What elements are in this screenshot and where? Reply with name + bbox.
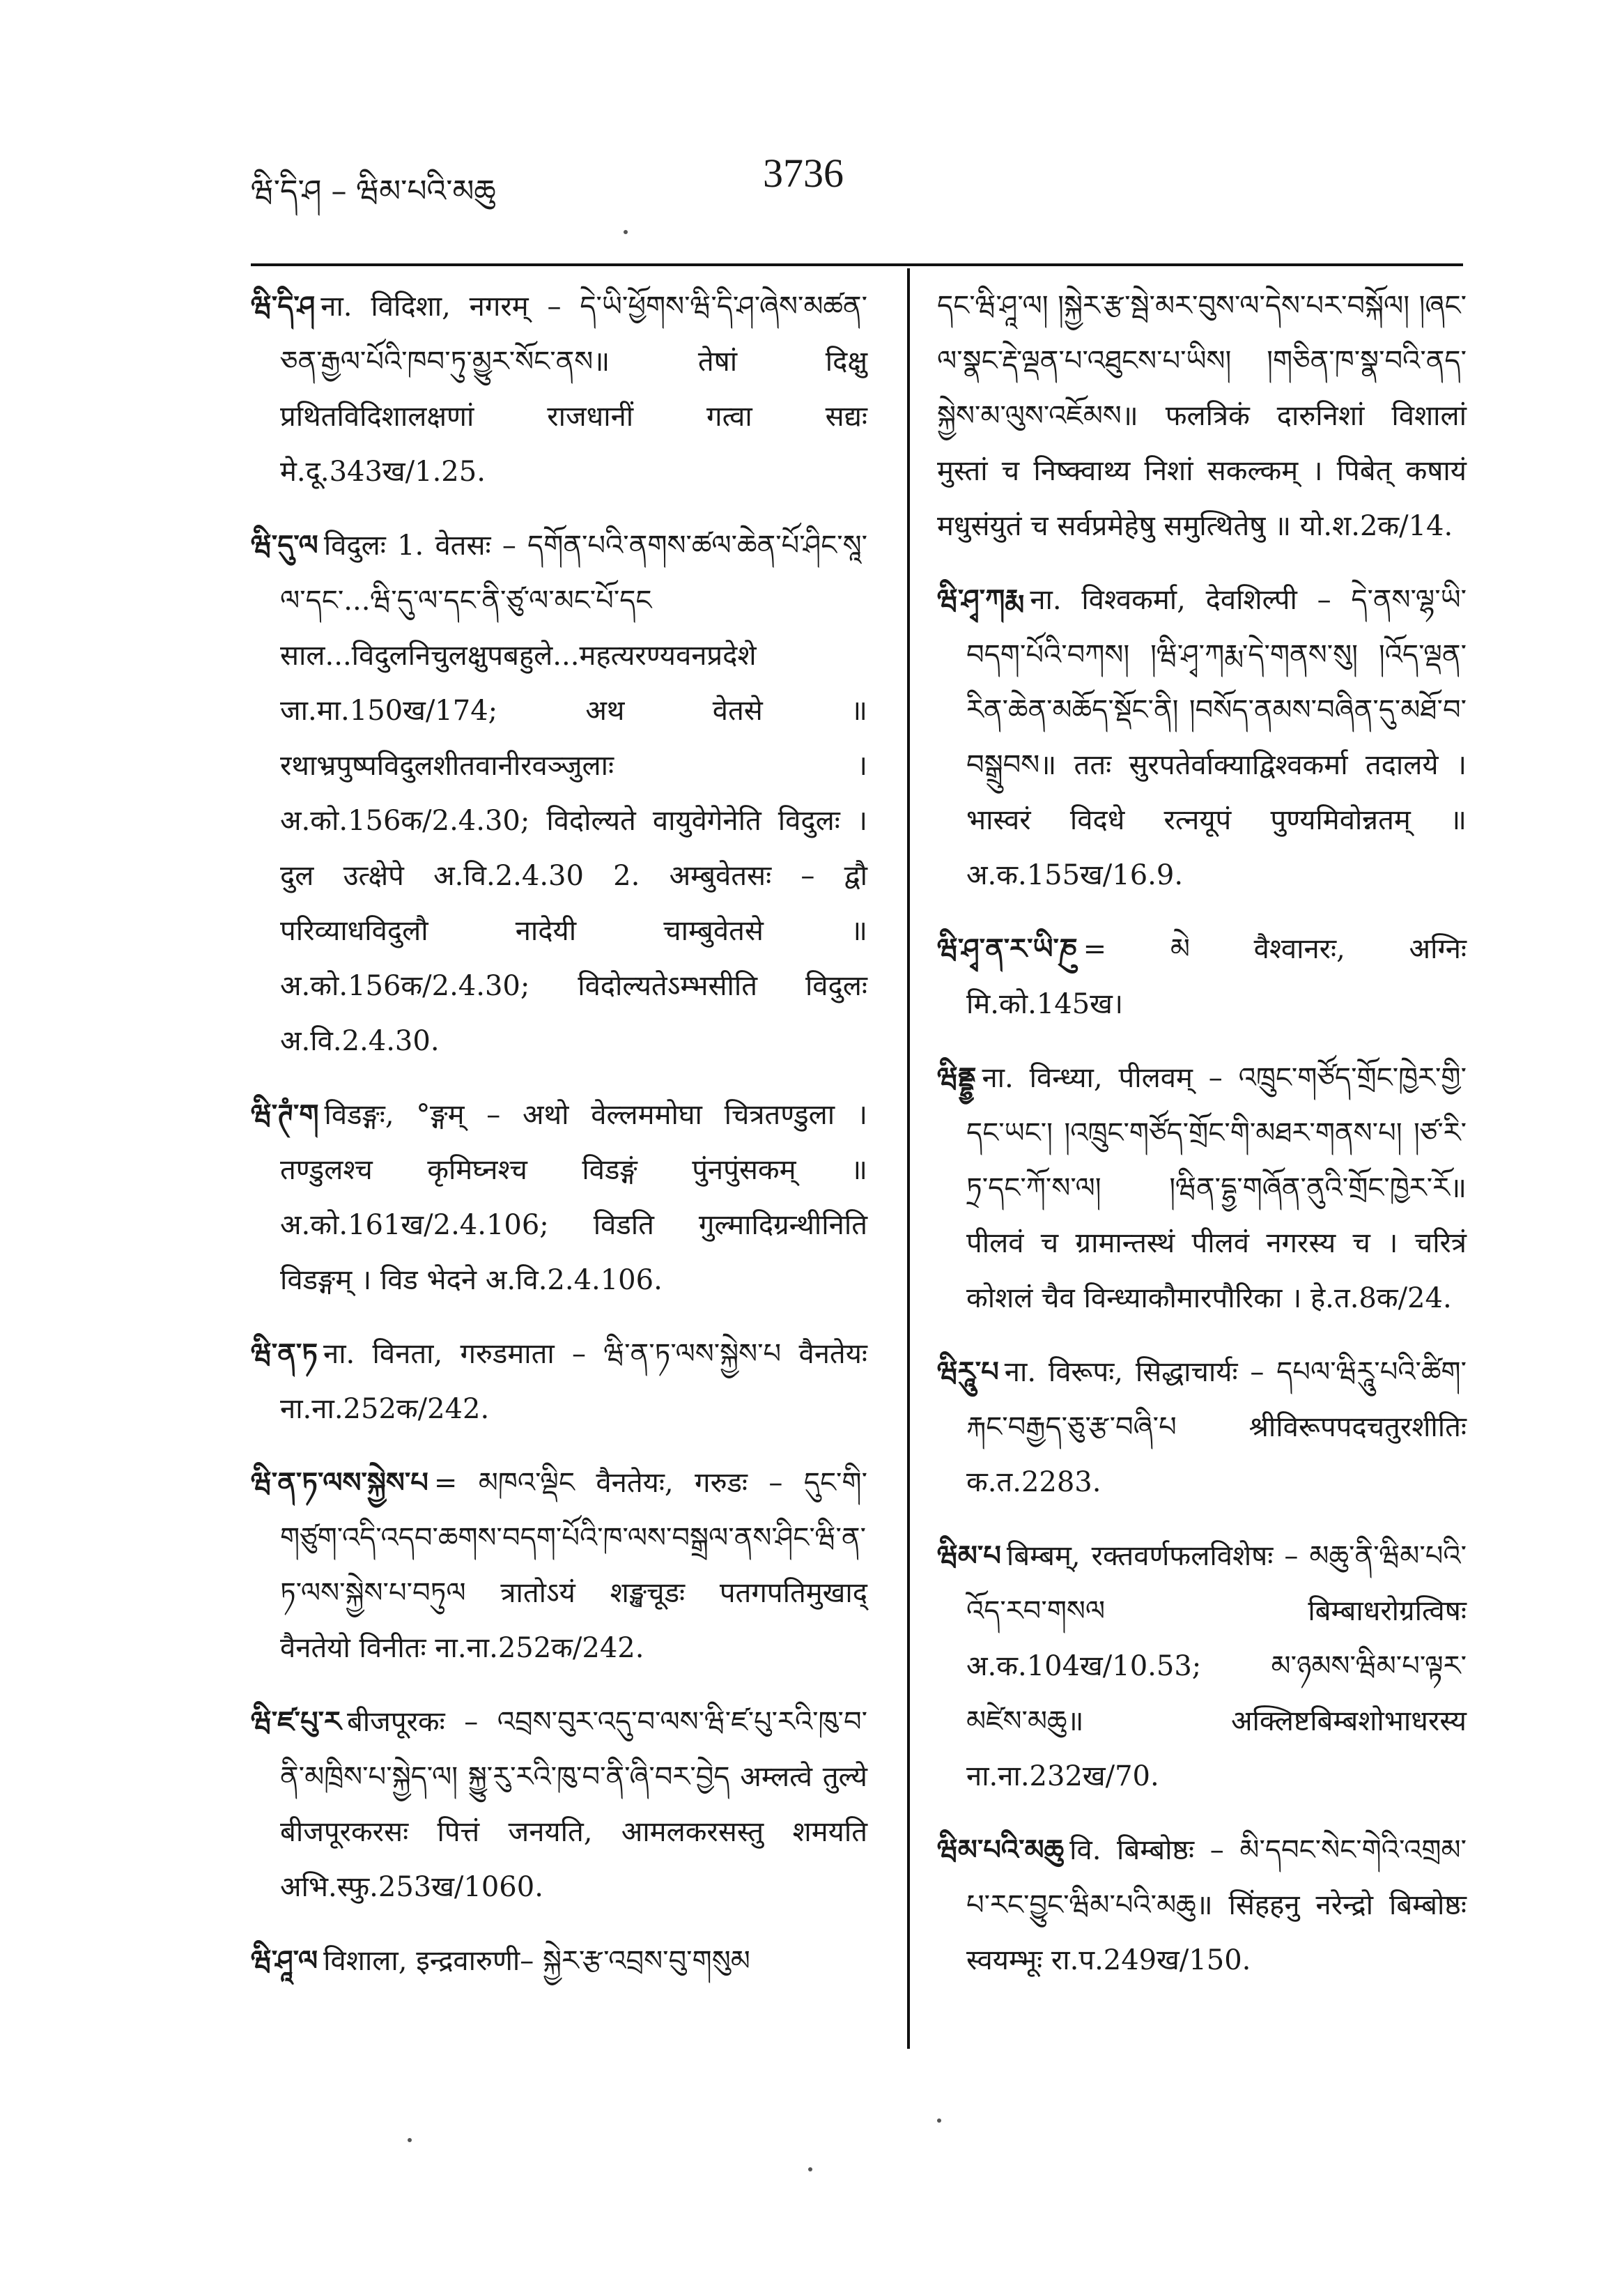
page-number: 3736 bbox=[763, 151, 844, 196]
dictionary-entry bbox=[251, 1933, 867, 1989]
entry-body: विशाला, इन्द्रवारुणी– སྐྱེར་རྩ་འབྲས་བུ་གསུམ bbox=[323, 1945, 750, 1977]
running-head: ཝི་དི་ཤ – ཝིམ་པའི་མཆུ bbox=[251, 174, 496, 209]
dictionary-entry bbox=[937, 1050, 1467, 1326]
dictionary-entry bbox=[937, 572, 1467, 903]
entry-body: = མེ वैश्वानरः, अग्निः मि.को.145ख। bbox=[966, 933, 1467, 1020]
right-column bbox=[937, 279, 1467, 2006]
entry-headword: ཝི་དུ་ལ bbox=[251, 529, 318, 562]
dictionary-entry bbox=[251, 1087, 867, 1308]
dictionary-entry bbox=[251, 1326, 867, 1437]
entry-body: དང་ཝི་ཤཱ་ལ། །སྐྱེར་རྩ་སྦེ་མར་བུས་ལ་དེས་པར་བསྐོལ། །ཞང་ལ་སྣང་རྡེ་ལྡན་པ་འཐུངས་པ་ཡིས། །གཅིན་ཁ་སྣ་བའི་ནད་སྐྱེས་མ་ལུས་འཇོམས॥ फलत्रिकं दारुनिशां विशालां मुस्तां च निष्क्वाथ्य निशां सकल्कम् । पिबेत् कषायं मधुसंयुतं च सर्वप्रमेहेषु समुत्थितेषु ॥ यो.श.2क/14. bbox=[937, 290, 1467, 542]
scan-speck bbox=[808, 2167, 812, 2171]
entry-headword: ཝི་ཤྭ་ཀརྨ bbox=[937, 583, 1025, 616]
entry-headword: ཝིནྡྷྱ bbox=[937, 1061, 977, 1094]
entry-headword: ཝི་ཤྭ་ན་ར་ཡི་ཎུ bbox=[937, 932, 1078, 965]
dictionary-entry bbox=[251, 279, 867, 500]
entry-headword: ཝི་དི་ཤ bbox=[251, 290, 316, 323]
dictionary-entry bbox=[251, 518, 867, 1069]
entry-headword: ཝིམ་པ bbox=[937, 1539, 1001, 1572]
dictionary-entry-continuation bbox=[937, 279, 1467, 554]
entry-body: बिम्बम्, रक्तवर्णफलविशेषः – མཆུ་ནི་ཝིམ་པའི་འོད་རབ་གསལ बिम्बाधरोग्रत्विषः अ.क.104ख/10.53; མ་ཉམས་ཝིམ་པ་ལྟར་མཛེས་མཆུ॥ अक्लिष्टबिम्बशोभाधरस्य ना.ना.232ख/70. bbox=[966, 1540, 1467, 1792]
entry-body: विडङ्गः, °ङ्गम् – अथो वेल्लममोघा चित्रतण्डुला । तण्डुलश्च कृमिघ्नश्च विडङ्गं पुंनपुंसकम् ॥ अ.को.161ख/2.4.106; विडति गुल्मादिग्रन्थीनिति विडङ्गम् । विड भेदने अ.वि.2.4.106. bbox=[280, 1099, 867, 1296]
entry-headword: ཝི་ན་ཏ་ལས་སྐྱེས་པ bbox=[251, 1466, 428, 1499]
entry-headword: ཝིརཱུ་པ bbox=[937, 1355, 999, 1388]
scan-speck bbox=[408, 2138, 412, 2142]
entry-headword: ཝི་ན་ཏ bbox=[251, 1337, 318, 1370]
header-rule bbox=[251, 263, 1463, 266]
scan-speck bbox=[624, 230, 628, 234]
dictionary-entry bbox=[937, 1344, 1467, 1510]
entry-body: वि. बिम्बोष्ठः – མི་དབང་སེང་གེའི་འགྲམ་པ་རང་བྱུང་ཝིམ་པའི་མཆུ॥ सिंहहनु नरेन्द्रो बिम्बोष्ठः स्वयम्भूः रा.प.249ख/150. bbox=[966, 1834, 1467, 1976]
dictionary-entry bbox=[251, 1455, 867, 1676]
entry-body: बीजपूरकः – འབྲས་བུར་འདུ་བ་ལས་ཝི་ཛ་པུ་རའི་ཁུ་བ་ནི་མཁྲིས་པ་སྐྱེད་ལ། སྐྱུ་རུ་རའི་ཁུ་བ་ནི་ཞི་བར་བྱེད अम्लत्वे तुल्ये बीजपूरकरसः पित्तं जनयति, आमलकरसस्तु शमयति अभि.स्फु.253ख/1060. bbox=[280, 1706, 867, 1903]
entry-body: ना. विश्वकर्मा, देवशिल्पी – དེ་ནས་ལྷ་ཡི་བདག་པོའི་བཀས། །ཝི་ཤྭ་ཀརྨ་དེ་གནས་སུ། །འོད་ལྡན་རིན་ཆེན་མཆོད་སྡོང་ནི། །བསོད་ནམས་བཞིན་དུ་མཐོ་བ་བསྒྲུབས॥ ततः सुरपतेर्वाक्याद्विश्वकर्मा तदालये । भास्वरं विदधे रत्नयूपं पुण्यमिवोन्नतम् ॥ अ.क.155ख/16.9. bbox=[966, 584, 1467, 891]
dictionary-entry bbox=[251, 1694, 867, 1915]
scan-speck bbox=[937, 2118, 941, 2123]
entry-body: ना. विदिशा, नगरम् – དེ་ཡི་ཕྱོགས་ཝི་དི་ཤ་ཞེས་མཚན་ཅན་རྒྱལ་པོའི་ཁབ་ཏུ་མྱུར་སོང་ནས॥ तेषां दिक्षु प्रथितविदिशालक्षणां राजधानीं गत्वा सद्यः मे.दू.343ख/1.25. bbox=[280, 291, 867, 488]
entry-body: ना. विनता, गरुडमाता – ཝི་ན་ཏ་ལས་སྐྱེས་པ वैनतेयः ना.ना.252क/242. bbox=[280, 1338, 867, 1425]
entry-headword: ཝི་ཛ་པུ་ར bbox=[251, 1705, 341, 1738]
dictionary-entry bbox=[937, 921, 1467, 1032]
dictionary-entry bbox=[937, 1528, 1467, 1804]
column-divider bbox=[907, 268, 910, 2049]
entry-headword: ཝི་ཤཱ་ལ bbox=[251, 1944, 318, 1977]
entry-body: विदुलः 1. वेतसः – དགོན་པའི་ནགས་ཚལ་ཆེན་པོ་ཤིང་སཱ་ལ་དང་...ཝི་དུ་ལ་དང་ནི་ཙུ་ལ་མང་པོ་དང साल...विदुलनिचुलक्षुपबहुले...महत्यरण्यवनप्रदेशे जा.मा.150ख/174; अथ वेतसे ॥ रथाभ्रपुष्पविदुलशीतवानीरवञ्जुलाः । अ.को.156क/2.4.30; विदोल्यते वायुवेगेनेति विदुलः । दुल उत्क्षेपे अ.वि.2.4.30 2. अम्बुवेतसः – द्वौ परिव्याधविदुलौ नादेयी चाम्बुवेतसे ॥ अ.को.156क/2.4.30; विदोल्यतेऽम्भसीति विदुलः अ.वि.2.4.30. bbox=[280, 530, 867, 1057]
entry-body: ना. विरूपः, सिद्धाचार्यः – དཔལ་ཝིརཱུ་པའི་ཚིག་རྐང་བརྒྱད་ཅུ་རྩ་བཞི་པ श्रीविरूपपदचतुरशीतिः क.त.2283. bbox=[966, 1356, 1467, 1498]
entry-body: = མཁའ་ལྡིང वैनतेयः, गरुडः – དུང་གི་གཙུག་འདི་འདབ་ཆགས་བདག་པོའི་ཁ་ལས་བསྒྲལ་ནས་ཤིང་ཝི་ན་ཏ་ལས་སྐྱེས་པ་བཏུལ त्रातोऽयं शङ्खचूडः पतगपतिमुखाद् वैनतेयो विनीतः ना.ना.252क/242. bbox=[280, 1467, 867, 1664]
entry-body: ना. विन्ध्या, पीलवम् – འཁྲུང་གཙོད་གྲོང་ཁྱེར་གྱི་དང་ཡང་། །འཁྲུང་གཙོད་གྲོང་གི་མཐར་གནས་པ། །ཙ་རི་ཏྲ་དང་ཀོ་ས་ལ། །ཝིན་དྷྱ་གཞོན་ནུའི་གྲོང་ཁྱེར་རོ॥ पीलवं च ग्रामान्तस्थं पीलवं नगरस्य च । चरित्रं कोशलं चैव विन्ध्याकौमारपौरिका । हे.त.8क/24. bbox=[966, 1062, 1467, 1314]
entry-headword: ཝིམ་པའི་མཆུ bbox=[937, 1833, 1065, 1866]
left-column bbox=[251, 279, 867, 2007]
dictionary-entry bbox=[937, 1822, 1467, 1988]
entry-headword: ཝི་ཊཾ་ག bbox=[251, 1098, 319, 1131]
